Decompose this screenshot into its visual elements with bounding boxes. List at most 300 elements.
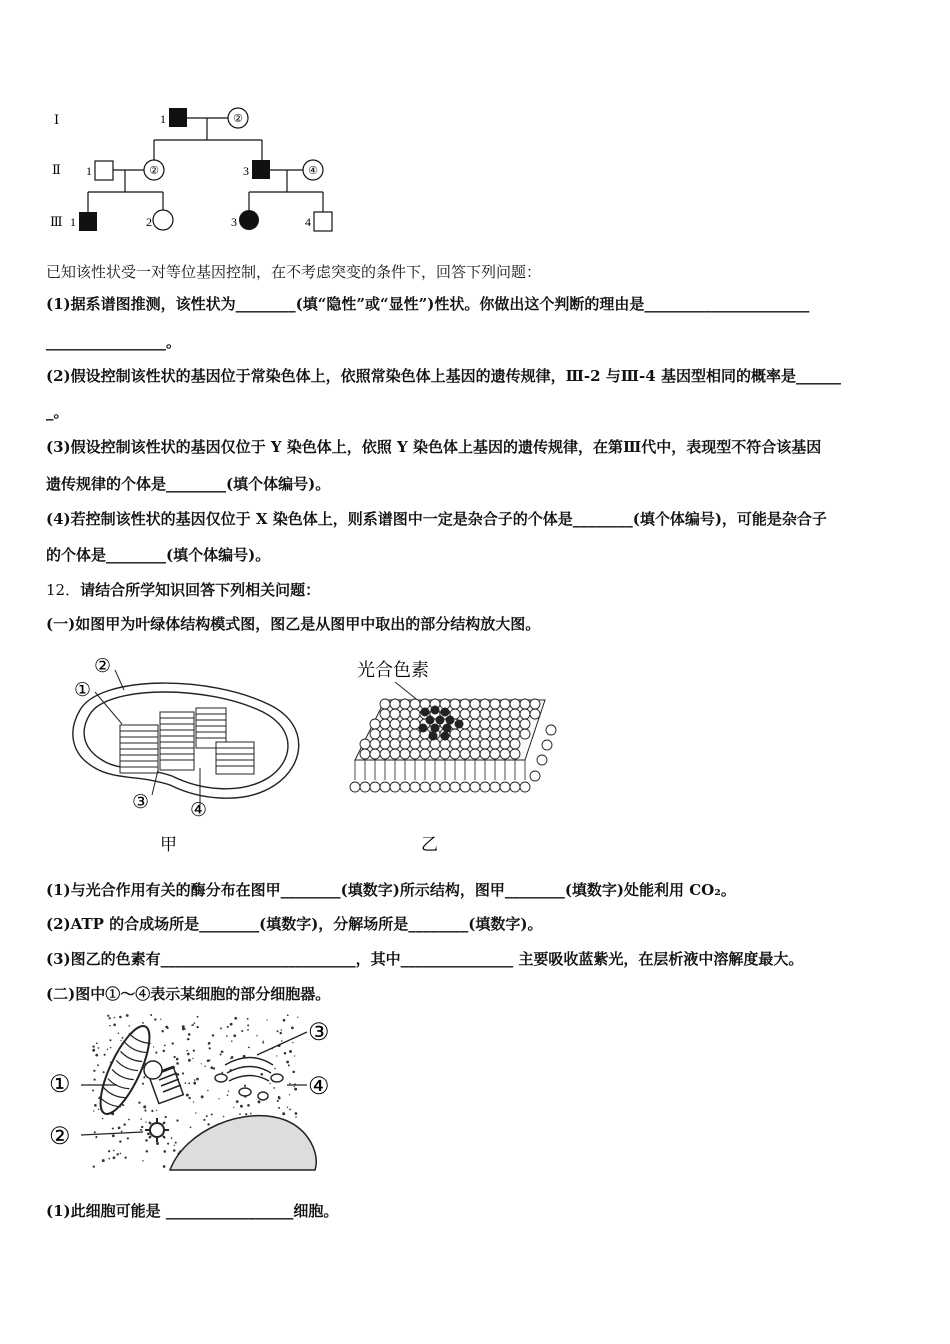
phospholipid-head	[380, 749, 390, 759]
cytoplasm-dot	[120, 1153, 122, 1155]
cytoplasm-dot	[156, 1142, 159, 1145]
phospholipid-head	[490, 709, 500, 719]
cytoplasm-dot	[227, 1026, 229, 1028]
cytoplasm-dot	[98, 1109, 99, 1110]
gen-label-1: Ⅰ	[54, 112, 60, 127]
cytoplasm-dot	[97, 1064, 99, 1066]
cytoplasm-dot	[212, 1034, 214, 1036]
phospholipid-head	[530, 699, 540, 709]
q11-part4-line1: (4)若控制该性状的基因仅位于 X 染色体上，则系谱图中一定是杂合子的个体是________(填个体编号)，可能是杂合子	[46, 510, 827, 528]
cytoplasm-dot	[289, 1050, 292, 1053]
individual-label: 1	[70, 215, 76, 229]
phospholipid-head	[490, 699, 500, 709]
q12-part2-intro: (二)图中①～④表示某细胞的部分细胞器。	[46, 985, 331, 1003]
cytoplasm-dot	[228, 1090, 229, 1091]
cytoplasm-dot	[196, 1078, 199, 1081]
cytoplasm-dot	[163, 1150, 166, 1153]
cytoplasm-dot	[239, 1113, 241, 1115]
label-circled-3: ③	[132, 792, 150, 813]
phospholipid-head	[500, 749, 510, 759]
phospholipid-head	[470, 729, 480, 739]
pigment-molecule	[429, 732, 438, 741]
phospholipid-head	[390, 719, 400, 729]
cytoplasm-dot	[155, 1052, 157, 1054]
cytoplasm-dot	[250, 1113, 252, 1115]
cytoplasm-dot	[289, 1094, 290, 1095]
phospholipid-head	[500, 729, 510, 739]
phospholipid-head	[450, 749, 460, 759]
phospholipid-head	[370, 749, 380, 759]
cytoplasm-dot	[247, 1024, 249, 1026]
phospholipid-head	[400, 729, 410, 739]
individual-label: ②	[233, 113, 243, 125]
pigment-molecule	[441, 708, 450, 717]
cytoplasm-dot	[273, 1087, 275, 1089]
phospholipid-head	[480, 699, 490, 709]
label-circled-1: ①	[74, 680, 92, 701]
phospholipid-head	[430, 739, 440, 749]
cytoplasm-dot	[175, 1142, 177, 1144]
cytoplasm-dot	[173, 1056, 175, 1058]
cytoplasm-dot	[291, 1027, 294, 1030]
cytoplasm-dot	[151, 1110, 153, 1112]
phospholipid-head	[410, 699, 420, 709]
cytoplasm-dot	[297, 1017, 298, 1018]
cytoplasm-dot	[102, 1159, 105, 1162]
cytoplasm-dot	[127, 1137, 129, 1139]
phospholipid-head	[400, 719, 410, 729]
cytoplasm-dot	[95, 1054, 98, 1057]
cytoplasm-dot	[164, 1044, 166, 1046]
cytoplasm-dot	[173, 1149, 176, 1152]
cytoplasm-dot	[247, 1029, 249, 1031]
phospholipid-head	[460, 709, 470, 719]
cytoplasm-dot	[94, 1079, 96, 1081]
phospholipid-head	[490, 719, 500, 729]
phospholipid-head	[490, 749, 500, 759]
pigment-molecule	[436, 716, 445, 725]
cytoplasm-dot	[279, 1032, 281, 1034]
phospholipid-head	[500, 739, 510, 749]
cytoplasm-dot	[263, 1041, 264, 1042]
phospholipid-head	[510, 719, 520, 729]
phospholipid-head	[490, 729, 500, 739]
cytoplasm-dot	[209, 1060, 210, 1061]
phospholipid-head	[400, 699, 410, 709]
cytoplasm-dot	[120, 1040, 121, 1041]
q12-part1-intro: (一)如图甲为叶绿体结构模式图，图乙是从图甲中取出的部分结构放大图。	[46, 615, 541, 633]
cytoplasm-dot	[113, 1150, 115, 1152]
individual-label: 4	[305, 215, 311, 229]
q11-part1-line1: (1)据系谱图推测，该性状为________(填“隐性”或“显性”)性状。你做出这个判断的理由是______________________	[46, 295, 810, 313]
cytoplasm-dot	[267, 1019, 268, 1020]
pigment-molecule	[419, 724, 428, 733]
phospholipid-head	[480, 739, 490, 749]
pigment-molecule	[421, 708, 430, 717]
cytoplasm-dot	[112, 1128, 114, 1130]
cytoplasm-dot	[240, 1105, 243, 1108]
cytoplasm-dot	[203, 1119, 205, 1121]
cytoplasm-dot	[269, 1083, 270, 1084]
phospholipid-head	[520, 699, 530, 709]
phospholipid-head	[420, 749, 430, 759]
pigment-molecule	[431, 706, 440, 715]
cytoplasm-dot	[231, 1056, 234, 1059]
phospholipid-head	[460, 739, 470, 749]
organelle-label-2: ②	[49, 1124, 71, 1150]
phospholipid-head	[410, 709, 420, 719]
phospholipid-head	[490, 739, 500, 749]
cytoplasm-dot	[276, 1055, 277, 1056]
individual-label: 1	[160, 112, 166, 126]
cytoplasm-dot	[154, 1018, 156, 1020]
cytoplasm-dot	[206, 1115, 208, 1117]
cytoplasm-dot	[153, 1046, 154, 1047]
thylakoid-membrane-figure	[335, 650, 565, 860]
phospholipid-head	[480, 709, 490, 719]
cytoplasm-dot	[281, 1040, 283, 1042]
cytoplasm-dot	[201, 1063, 202, 1064]
cytoplasm-dot	[188, 1059, 191, 1062]
phospholipid-head	[390, 729, 400, 739]
cytoplasm-dot	[142, 1083, 144, 1085]
cytoplasm-dot	[194, 1083, 196, 1085]
cytoplasm-dot	[118, 1032, 120, 1034]
cytoplasm-dot	[138, 1102, 140, 1104]
phospholipid-head	[520, 729, 530, 739]
cytoplasm-dot	[113, 1156, 116, 1159]
cytoplasm-dot	[125, 1156, 127, 1158]
cytoplasm-dot	[188, 1097, 190, 1099]
cytoplasm-dot	[247, 1018, 249, 1020]
phospholipid-head	[380, 739, 390, 749]
cytoplasm-dot	[294, 1086, 295, 1087]
phospholipid-head	[470, 719, 480, 729]
phospholipid-head	[470, 699, 480, 709]
phospholipid-head	[410, 719, 420, 729]
organelle-label-3: ③	[308, 1020, 330, 1046]
phospholipid-head	[410, 749, 420, 759]
label-circled-2: ②	[94, 656, 112, 677]
q11-part3-line2: 遗传规律的个体是________(填个体编号)。	[46, 475, 331, 493]
individual-label: 2	[146, 215, 152, 229]
cytoplasm-dot	[103, 1071, 105, 1073]
cytoplasm-dot	[119, 1016, 122, 1019]
cytoplasm-dot	[163, 1165, 166, 1168]
cytoplasm-dot	[256, 1035, 257, 1036]
cytoplasm-dot	[210, 1066, 213, 1069]
individual-label: ④	[308, 165, 318, 177]
phospholipid-head	[500, 719, 510, 729]
cytoplasm-dot	[287, 1014, 289, 1016]
gen-label-3: Ⅲ	[50, 214, 63, 229]
cytoplasm-dot	[244, 1085, 246, 1087]
cytoplasm-dot	[171, 1137, 173, 1139]
individual-label: 1	[86, 164, 92, 178]
pigment-molecule	[443, 724, 452, 733]
phospholipid-head	[390, 749, 400, 759]
cytoplasm-dot	[294, 1088, 297, 1091]
cytoplasm-dot	[108, 1150, 110, 1152]
q11-part1-line2: ________________。	[46, 333, 182, 351]
phospholipid-head	[500, 709, 510, 719]
gen-label-2: Ⅱ	[52, 162, 61, 177]
cytoplasm-dot	[193, 1049, 195, 1051]
phospholipid-head	[360, 749, 370, 759]
phospholipid-head	[460, 749, 470, 759]
cytoplasm-dot	[150, 1014, 152, 1016]
q11-part2-line2: _。	[46, 403, 69, 421]
cytoplasm-dot	[295, 1112, 298, 1115]
cytoplasm-dot	[258, 1100, 261, 1103]
question-stem: 请结合所学知识回答下列相关问题：	[80, 581, 321, 599]
cytoplasm-dot	[116, 1153, 118, 1155]
phospholipid-head	[520, 719, 530, 729]
cytoplasm-dot	[233, 1034, 236, 1037]
cytoplasm-dot	[193, 1022, 195, 1024]
cytoplasm-dot	[233, 1107, 234, 1108]
cytoplasm-dot	[143, 1076, 145, 1078]
cytoplasm-dot	[234, 1017, 237, 1020]
phospholipid-head	[480, 729, 490, 739]
organelle-label-1: ①	[49, 1072, 71, 1098]
phospholipid-head	[370, 739, 380, 749]
phospholipid-head	[400, 749, 410, 759]
cytoplasm-dot	[107, 1049, 108, 1050]
cytoplasm-dot	[191, 1025, 192, 1026]
cytoplasm-dot	[118, 1127, 121, 1130]
cytoplasm-dot	[294, 1055, 295, 1056]
cytoplasm-dot	[221, 1072, 223, 1074]
cytoplasm-dot	[92, 1090, 94, 1092]
phospholipid-head	[470, 749, 480, 759]
cytoplasm-dot	[230, 1023, 233, 1026]
q12-part2-q1: (1)此细胞可能是 _________________细胞。	[46, 1202, 339, 1220]
cytoplasm-dot	[92, 1045, 94, 1047]
cytoplasm-dot	[182, 1025, 185, 1028]
cytoplasm-dot	[247, 1104, 250, 1107]
cytoplasm-dot	[110, 1047, 111, 1048]
phospholipid-head	[430, 749, 440, 759]
cytoplasm-dot	[201, 1095, 204, 1098]
phospholipid-head	[400, 709, 410, 719]
cytoplasm-dot	[262, 1042, 264, 1044]
cytoplasm-dot	[186, 1094, 189, 1097]
cytoplasm-dot	[114, 1017, 116, 1019]
individual-label: 3	[243, 164, 249, 178]
phospholipid-head	[470, 709, 480, 719]
cytoplasm-dot	[109, 1025, 111, 1027]
cytoplasm-dot	[278, 1097, 281, 1100]
cytoplasm-dot	[261, 1073, 264, 1076]
cytoplasm-dot	[126, 1014, 129, 1017]
cytoplasm-dot	[197, 1016, 199, 1018]
cytoplasm-dot	[195, 1112, 196, 1113]
cytoplasm-dot	[292, 1042, 293, 1043]
cytoplasm-dot	[187, 1038, 189, 1040]
phospholipid-head	[510, 729, 520, 739]
phospholipid-head	[370, 729, 380, 739]
cytoplasm-dot	[289, 1083, 291, 1085]
q11-part3-line1: (3)假设控制该性状的基因仅位于 Y 染色体上，依照 Y 染色体上基因的遗传规律，在第Ⅲ代中，表现型不符合该基因	[46, 438, 822, 456]
cytoplasm-dot	[93, 1110, 94, 1111]
cytoplasm-dot	[122, 1037, 124, 1039]
cytoplasm-dot	[112, 1134, 115, 1137]
q12-part1-q3: (3)图乙的色素有__________________________，其中_______________ 主要吸收蓝紫光，在层析液中溶解度最大。	[46, 950, 804, 968]
cytoplasm-dot	[102, 1118, 104, 1120]
cytoplasm-dot	[185, 1082, 187, 1084]
cytoplasm-dot	[140, 1129, 142, 1131]
phospholipid-head	[450, 699, 460, 709]
organelle-label-4: ④	[308, 1074, 330, 1100]
cytoplasm-dot	[93, 1165, 95, 1167]
cytoplasm-dot	[145, 1121, 146, 1122]
phospholipid-head	[420, 739, 430, 749]
figure-caption-jia: 甲	[160, 835, 177, 854]
cytoplasm-dot	[248, 1046, 250, 1048]
cytoplasm-dot	[142, 1160, 143, 1161]
cytoplasm-dot	[284, 1052, 287, 1055]
cytoplasm-dot	[236, 1100, 239, 1103]
q11-part4-line2: 的个体是________(填个体编号)。	[46, 546, 271, 564]
normal-male-III-4	[314, 212, 332, 231]
cytoplasm-dot	[220, 1027, 222, 1029]
phospholipid-head	[450, 739, 460, 749]
cytoplasm-dot	[141, 1126, 143, 1128]
cytoplasm-dot	[188, 1082, 190, 1084]
phospholipid-head	[410, 729, 420, 739]
cytoplasm-dot	[289, 1109, 291, 1111]
pigment-molecule	[426, 716, 435, 725]
pigment-molecule	[441, 732, 450, 741]
cytoplasm-dot	[278, 1107, 280, 1109]
phospholipid-head	[380, 709, 390, 719]
affected-male-III-1	[79, 212, 97, 231]
cytoplasm-dot	[143, 1105, 146, 1108]
pigment-molecule	[446, 716, 455, 725]
q12-part1-q2: (2)ATP 的合成场所是________(填数字)，分解场所是________(填数字)。	[46, 915, 543, 933]
cytoplasm-dot	[109, 1039, 111, 1041]
cytoplasm-dot	[142, 1022, 144, 1024]
pigment-molecule	[455, 720, 464, 729]
cytoplasm-dot	[107, 1015, 109, 1017]
affected-male-I-1	[169, 108, 187, 127]
cytoplasm-dot	[176, 1058, 179, 1061]
cytoplasm-dot	[176, 1062, 179, 1065]
phospholipid-head	[510, 699, 520, 709]
cytoplasm-dot	[207, 1123, 209, 1125]
cytoplasm-dot	[287, 1107, 288, 1108]
cytoplasm-dot	[283, 1019, 286, 1022]
cytoplasm-dot	[190, 1127, 192, 1129]
cytoplasm-dot	[209, 1047, 211, 1049]
cytoplasm-dot	[295, 1116, 296, 1117]
cytoplasm-dot	[147, 1132, 150, 1135]
cytoplasm-dot	[113, 1023, 116, 1026]
cytoplasm-dot	[128, 1119, 130, 1121]
cell-organelles-figure	[45, 1010, 345, 1175]
phospholipid-head	[530, 709, 540, 719]
cytoplasm-dot	[231, 1040, 233, 1042]
cytoplasm-dot	[277, 1100, 279, 1102]
phospholipid-head	[380, 729, 390, 739]
cytoplasm-dot	[145, 1110, 146, 1111]
phospholipid-head	[450, 729, 460, 739]
cytoplasm-dot	[109, 1017, 111, 1019]
cytoplasm-dot	[208, 1042, 211, 1045]
cytoplasm-dot	[207, 1059, 210, 1062]
phospholipid-head	[390, 739, 400, 749]
cytoplasm-dot	[121, 1131, 123, 1133]
cytoplasm-dot	[221, 1050, 224, 1053]
cytoplasm-dot	[156, 1110, 157, 1111]
cytoplasm-dot	[196, 1026, 198, 1028]
phospholipid-head	[360, 739, 370, 749]
cytoplasm-dot	[167, 1027, 169, 1029]
cytoplasm-dot	[286, 1061, 289, 1064]
phospholipid-head	[440, 749, 450, 759]
cytoplasm-dot	[129, 1025, 130, 1026]
cytoplasm-dot	[167, 1143, 169, 1145]
cytoplasm-dot	[220, 1053, 222, 1055]
cytoplasm-dot	[204, 1065, 205, 1066]
phospholipid-head	[390, 699, 400, 709]
cytoplasm-dot	[227, 1094, 229, 1096]
phospholipid-head	[410, 739, 420, 749]
cytoplasm-dot	[95, 1137, 96, 1138]
q11-intro: 已知该性状受一对等位基因控制，在不考虑突变的条件下，回答下列问题：	[46, 263, 542, 281]
cytoplasm-dot	[94, 1104, 97, 1107]
phospholipid-head	[480, 719, 490, 729]
affected-female-III-3	[239, 210, 259, 230]
question-number: 12．	[46, 581, 81, 599]
cytoplasm-dot	[274, 1068, 276, 1070]
cytoplasm-dot	[161, 1030, 163, 1032]
cytoplasm-dot	[172, 1042, 174, 1044]
cytoplasm-dot	[182, 1072, 184, 1074]
chloroplast-figure	[60, 650, 310, 860]
phospholipid-head	[460, 699, 470, 709]
cytoplasm-dot	[218, 1098, 219, 1099]
cytoplasm-dot	[193, 1101, 194, 1102]
cytoplasm-dot	[192, 1058, 193, 1059]
cytoplasm-dot	[162, 1050, 165, 1053]
cytoplasm-dot	[223, 1116, 225, 1118]
cytoplasm-dot	[245, 1113, 247, 1115]
pedigree-chart	[40, 100, 360, 240]
phospholipid-head	[460, 729, 470, 739]
cytoplasm-dot	[176, 1119, 178, 1121]
normal-male-II-1	[95, 161, 113, 180]
affected-male-II-3	[252, 160, 270, 179]
phospholipid-head	[510, 709, 520, 719]
individual-label: ②	[149, 165, 159, 177]
phospholipid-head	[380, 719, 390, 729]
cytoplasm-dot	[241, 1030, 243, 1032]
phospholipid-head	[470, 739, 480, 749]
phospholipid-head	[400, 739, 410, 749]
cytoplasm-dot	[226, 1035, 228, 1037]
q11-part2-line1: (2)假设控制该性状的基因位于常染色体上，依照常染色体上基因的遗传规律，Ⅲ-2 与Ⅲ-4 基因型相同的概率是______	[46, 367, 841, 385]
cytoplasm-dot	[92, 1049, 95, 1052]
cytoplasm-dot	[123, 1123, 125, 1125]
cytoplasm-dot	[186, 1050, 188, 1052]
cytoplasm-dot	[211, 1113, 213, 1115]
q12-part1-q1: (1)与光合作用有关的酶分布在图甲________(填数字)所示结构，图甲________(填数字)处能利用 CO₂。	[46, 881, 736, 899]
cytoplasm-dot	[174, 1145, 175, 1146]
phospholipid-head	[500, 699, 510, 709]
cytoplasm-dot	[288, 1064, 290, 1066]
